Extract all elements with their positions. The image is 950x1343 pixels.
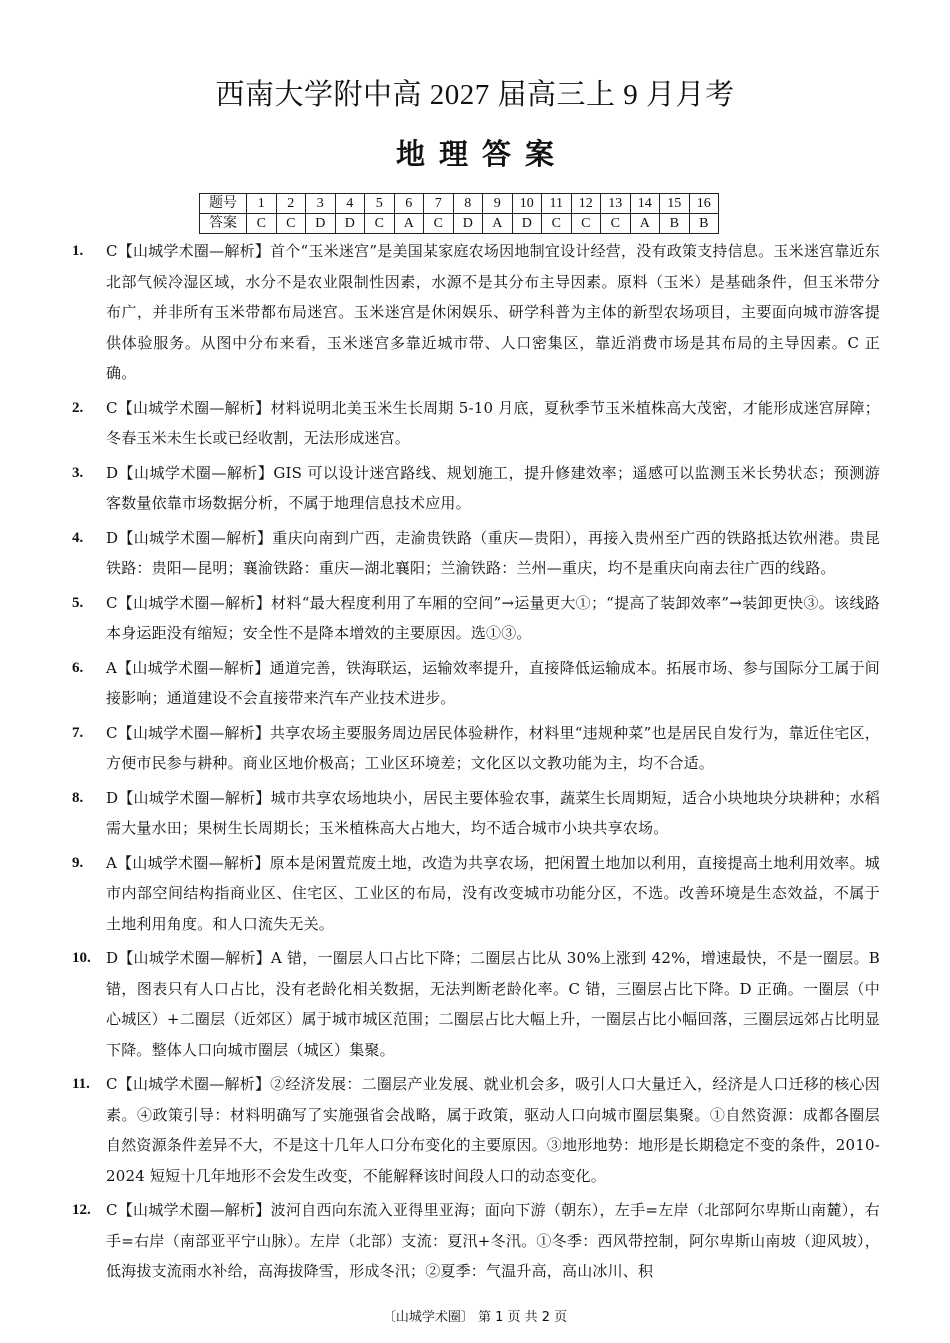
explanation-item — [72, 393, 880, 454]
question-number-cell: 14 — [630, 194, 660, 214]
explanation-item — [72, 588, 880, 649]
explanation-number: 2. — [72, 399, 84, 416]
question-number-cell: 6 — [394, 194, 424, 214]
question-number-cell: 8 — [453, 194, 483, 214]
question-number-cell: 7 — [424, 194, 454, 214]
answer-cell: B — [689, 214, 719, 234]
explanation-text: C【山城学术圈—解析】波河自西向东流入亚得里亚海；面向下游（朝东），左手=左岸（北部阿尔卑斯山南麓），右手=右岸（南部亚平宁山脉）。左岸（北部）支流：夏汛+冬汛。①冬季：西风带控制，阿尔卑斯山南坡（迎风坡），低海拔支流雨水补给，高海拔降雪，形成冬汛；②夏季：气温升高，高山冰川、积 — [106, 1201, 880, 1280]
answer-cell: A — [394, 214, 424, 234]
answer-table-row2-label: 答案 — [200, 214, 247, 234]
explanation-item — [72, 848, 880, 940]
question-number-cell: 16 — [689, 194, 719, 214]
answer-cell: C — [424, 214, 454, 234]
explanation-number: 12. — [72, 1202, 91, 1218]
explanation-text: D【山城学术圈—解析】城市共享农场地块小，居民主要体验农事，蔬菜生长周期短，适合小块地块分块耕种；水稻需大量水田；果树生长周期长；玉米植株高大占地大，均不适合城市小块共享农场。 — [106, 788, 880, 837]
explanation-item — [72, 458, 880, 519]
explanation-text: D【山城学术圈—解析】重庆向南到广西，走渝贵铁路（重庆—贵阳），再接入贵州至广西的铁路抵达钦州港。贵昆铁路：贵阳—昆明；襄渝铁路：重庆—湖北襄阳；兰渝铁路：兰州—重庆，均不是重庆向南去往广西的线路。 — [106, 528, 880, 577]
explanation-number: 11. — [72, 1076, 90, 1092]
answer-cell: C — [601, 214, 631, 234]
answer-cell: C — [247, 214, 277, 234]
question-number-cell: 12 — [571, 194, 601, 214]
explanation-text: C【山城学术圈—解析】材料“最大程度利用了车厢的空间”→运量更大①；“提高了装卸效率”→装卸更快③。该线路本身运距没有缩短；安全性不是降本增效的主要原因。选①③。 — [106, 593, 880, 642]
question-number-cell: 4 — [335, 194, 365, 214]
answer-cell: D — [453, 214, 483, 234]
explanation-item — [72, 718, 880, 779]
answer-cell: D — [306, 214, 336, 234]
answer-cell: B — [660, 214, 690, 234]
answer-table-number-row — [200, 194, 719, 214]
question-number-cell: 2 — [276, 194, 306, 214]
page-footer: 〔山城学术圈〕 第 1 页 共 2 页 — [382, 1310, 568, 1325]
answer-cell: C — [365, 214, 395, 234]
explanation-item — [72, 653, 880, 714]
question-number-cell: 1 — [247, 194, 277, 214]
explanation-text: C【山城学术圈—解析】②经济发展：二圈层产业发展、就业机会多，吸引人口大量迁入，经济是人口迁移的核心因素。④政策引导：材料明确写了实施强省会战略，属于政策，驱动人口向城市圈层集聚。①自然资源：成都各圈层自然资源条件差异不大，不是这十几年人口分布变化的主要原因。③地形地势：地形是长期稳定不变的条件，2010-2024 短短十几年地形不会发生改变，不能解释该时间段人口的动态变化。 — [106, 1075, 880, 1185]
question-number-cell: 15 — [660, 194, 690, 214]
explanation-item — [72, 783, 880, 844]
answer-table-answer-row — [200, 214, 719, 234]
explanation-text: D【山城学术圈—解析】GIS 可以设计迷宫路线、规划施工，提升修建效率；遥感可以监测玉米长势状态；预测游客数量依靠市场数据分析，不属于地理信息技术应用。 — [106, 463, 880, 512]
question-number-cell: 9 — [483, 194, 513, 214]
explanation-number: 1. — [72, 243, 84, 259]
explanation-list — [72, 236, 880, 1291]
explanation-text: A【山城学术圈—解析】原本是闲置荒废土地，改造为共享农场，把闲置土地加以利用，直接提高土地利用效率。城市内部空间结构指商业区、住宅区、工业区的布局，没有改变城市功能分区，不选。改善环境是生态效益，不属于土地利用角度。和人口流失无关。 — [106, 853, 880, 933]
question-number-cell: 11 — [542, 194, 572, 214]
answer-table-row1-label: 题号 — [200, 194, 247, 214]
question-number-cell: 3 — [306, 194, 336, 214]
answer-cell: C — [571, 214, 601, 234]
explanation-number: 5. — [72, 594, 84, 611]
explanation-text: A【山城学术圈—解析】通道完善，铁海联运，运输效率提升，直接降低运输成本。拓展市场、参与国际分工属于间接影响；通道建设不会直接带来汽车产业技术进步。 — [106, 658, 880, 707]
explanation-number: 8. — [72, 789, 84, 806]
question-number-cell: 10 — [512, 194, 542, 214]
explanation-item — [72, 943, 880, 1065]
explanation-number: 4. — [72, 529, 84, 546]
answer-table — [199, 193, 719, 234]
explanation-text: C【山城学术圈—解析】材料说明北美玉米生长周期 5-10 月底，夏秋季节玉米植株高大茂密，才能形成迷宫屏障；冬春玉米未生长或已经收割，无法形成迷宫。 — [106, 398, 880, 447]
answer-cell: D — [512, 214, 542, 234]
explanation-number: 7. — [72, 724, 84, 741]
explanation-number: 6. — [72, 659, 84, 676]
explanation-text: C【山城学术圈—解析】共享农场主要服务周边居民体验耕作，材料里“违规种菜”也是居民自发行为，靠近住宅区，方便市民参与耕种。商业区地价极高；工业区环境差；文化区以文教功能为主，均不合适。 — [106, 723, 880, 772]
explanation-number: 10. — [72, 950, 91, 966]
answer-cell: C — [276, 214, 306, 234]
answer-cell: A — [630, 214, 660, 234]
document-subtitle: 地理答案 — [395, 137, 568, 171]
answer-cell: A — [483, 214, 513, 234]
question-number-cell: 5 — [365, 194, 395, 214]
answer-cell: D — [335, 214, 365, 234]
explanation-number: 3. — [72, 464, 84, 481]
answer-cell: C — [542, 214, 572, 234]
explanation-text: C【山城学术圈—解析】首个“玉米迷宫”是美国某家庭农场因地制宜设计经营，没有政策支持信息。玉米迷宫靠近东北部气候冷湿区域，水分不是农业限制性因素，水源不是其分布主导因素。原料（玉米）是基础条件，但玉米带分布广，并非所有玉米带都布局迷宫。玉米迷宫是休闲娱乐、研学科普为主体的新型农场项目，主要面向城市游客提供体验服务。从图中分布来看，玉米迷宫多靠近城市带、人口密集区，靠近消费市场是其布局的主导因素。C 正确。 — [106, 242, 880, 382]
explanation-text: D【山城学术圈—解析】A 错，一圈层人口占比下降；二圈层占比从 30%上涨到 42%，增速最快，不是一圈层。B 错，图表只有人口占比，没有老龄化相关数据，无法判断老龄化率。C 错，三圈层占比下降。D 正确。一圈层（中心城区）+二圈层（近郊区）属于城市城区范围；二圈层占比大幅上升，一圈层占比小幅回落，三圈层远郊占比明显下降。整体人口向城市圈层（城区）集聚。 — [106, 949, 880, 1059]
explanation-item — [72, 236, 880, 389]
document-title: 西南大学附中高 2027 届高三上 9 月月考 — [215, 79, 735, 111]
explanation-item — [72, 1069, 880, 1191]
question-number-cell: 13 — [601, 194, 631, 214]
explanation-item — [72, 523, 880, 584]
explanation-number: 9. — [72, 854, 84, 871]
explanation-item — [72, 1195, 880, 1287]
